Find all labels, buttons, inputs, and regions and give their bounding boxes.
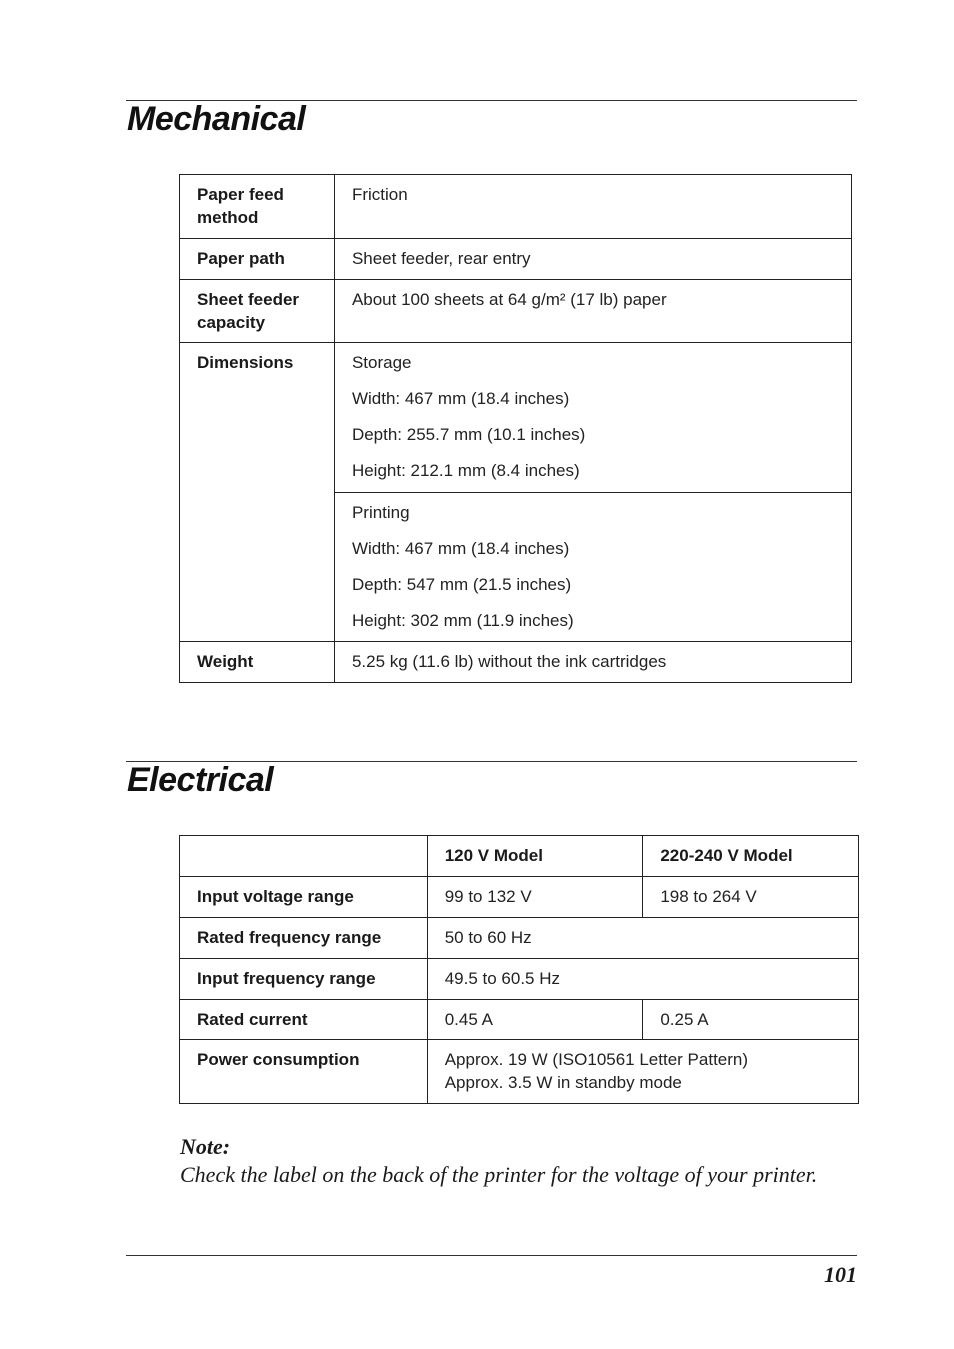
table-row	[180, 918, 859, 959]
row-label: Paper feed method	[180, 175, 335, 239]
note-text: Check the label on the back of the printer for the voltage of your printer.	[180, 1162, 818, 1187]
table-row	[180, 1000, 859, 1040]
row-label: Rated current	[180, 1000, 428, 1040]
row-value	[427, 1040, 858, 1104]
header-cell	[180, 836, 428, 877]
row-value: 0.25 A	[643, 1000, 859, 1040]
power-line: Approx. 19 W (ISO10561 Letter Pattern)	[444, 1050, 749, 1069]
row-value: Sheet feeder, rear entry	[334, 239, 851, 280]
table-row	[180, 280, 852, 343]
table-row	[180, 343, 852, 493]
row-label: Power consumption	[180, 1040, 428, 1104]
table-row	[180, 175, 852, 239]
row-value: 50 to 60 Hz	[427, 918, 858, 959]
row-label: Input frequency range	[180, 959, 428, 1000]
row-label: Sheet feeder capacity	[180, 280, 335, 343]
power-line: Approx. 3.5 W in standby mode	[444, 1073, 682, 1092]
page-number: 101	[824, 1262, 857, 1287]
dimensions-storage	[334, 343, 851, 493]
storage-line: Height: 212.1 mm (8.4 inches)	[351, 461, 580, 480]
section-title-mechanical: Mechanical	[127, 100, 306, 138]
printing-line: Width: 467 mm (18.4 inches)	[351, 539, 570, 558]
row-value: 49.5 to 60.5 Hz	[427, 959, 858, 1000]
row-label: Dimensions	[180, 343, 335, 642]
table-row	[180, 877, 859, 918]
header-cell: 120 V Model	[427, 836, 643, 877]
row-label: Paper path	[180, 239, 335, 280]
row-value: 0.45 A	[427, 1000, 643, 1040]
table-row	[180, 642, 852, 683]
row-value: About 100 sheets at 64 g/m² (17 lb) paper	[334, 280, 851, 343]
storage-line: Depth: 255.7 mm (10.1 inches)	[351, 425, 586, 444]
row-label: Weight	[180, 642, 335, 683]
storage-line: Storage	[351, 353, 412, 372]
row-value: 99 to 132 V	[427, 877, 643, 918]
header-cell: 220-240 V Model	[643, 836, 859, 877]
footer-rule	[126, 1255, 857, 1256]
table-header-row	[180, 836, 859, 877]
note-heading: Note:	[180, 1134, 231, 1159]
dimensions-printing	[334, 493, 851, 642]
row-value: 198 to 264 V	[643, 877, 859, 918]
printing-line: Printing	[351, 503, 410, 522]
printing-line: Height: 302 mm (11.9 inches)	[351, 611, 574, 630]
table-row	[180, 239, 852, 280]
storage-line: Width: 467 mm (18.4 inches)	[351, 389, 570, 408]
row-value: Friction	[334, 175, 851, 239]
row-label: Rated frequency range	[180, 918, 428, 959]
table-row	[180, 959, 859, 1000]
row-value: 5.25 kg (11.6 lb) without the ink cartridges	[334, 642, 851, 683]
row-label: Input voltage range	[180, 877, 428, 918]
electrical-spec-table	[179, 835, 859, 1104]
printing-line: Depth: 547 mm (21.5 inches)	[351, 575, 572, 594]
table-row	[180, 1040, 859, 1104]
section-title-electrical: Electrical	[127, 761, 274, 799]
mechanical-spec-table	[179, 174, 852, 683]
